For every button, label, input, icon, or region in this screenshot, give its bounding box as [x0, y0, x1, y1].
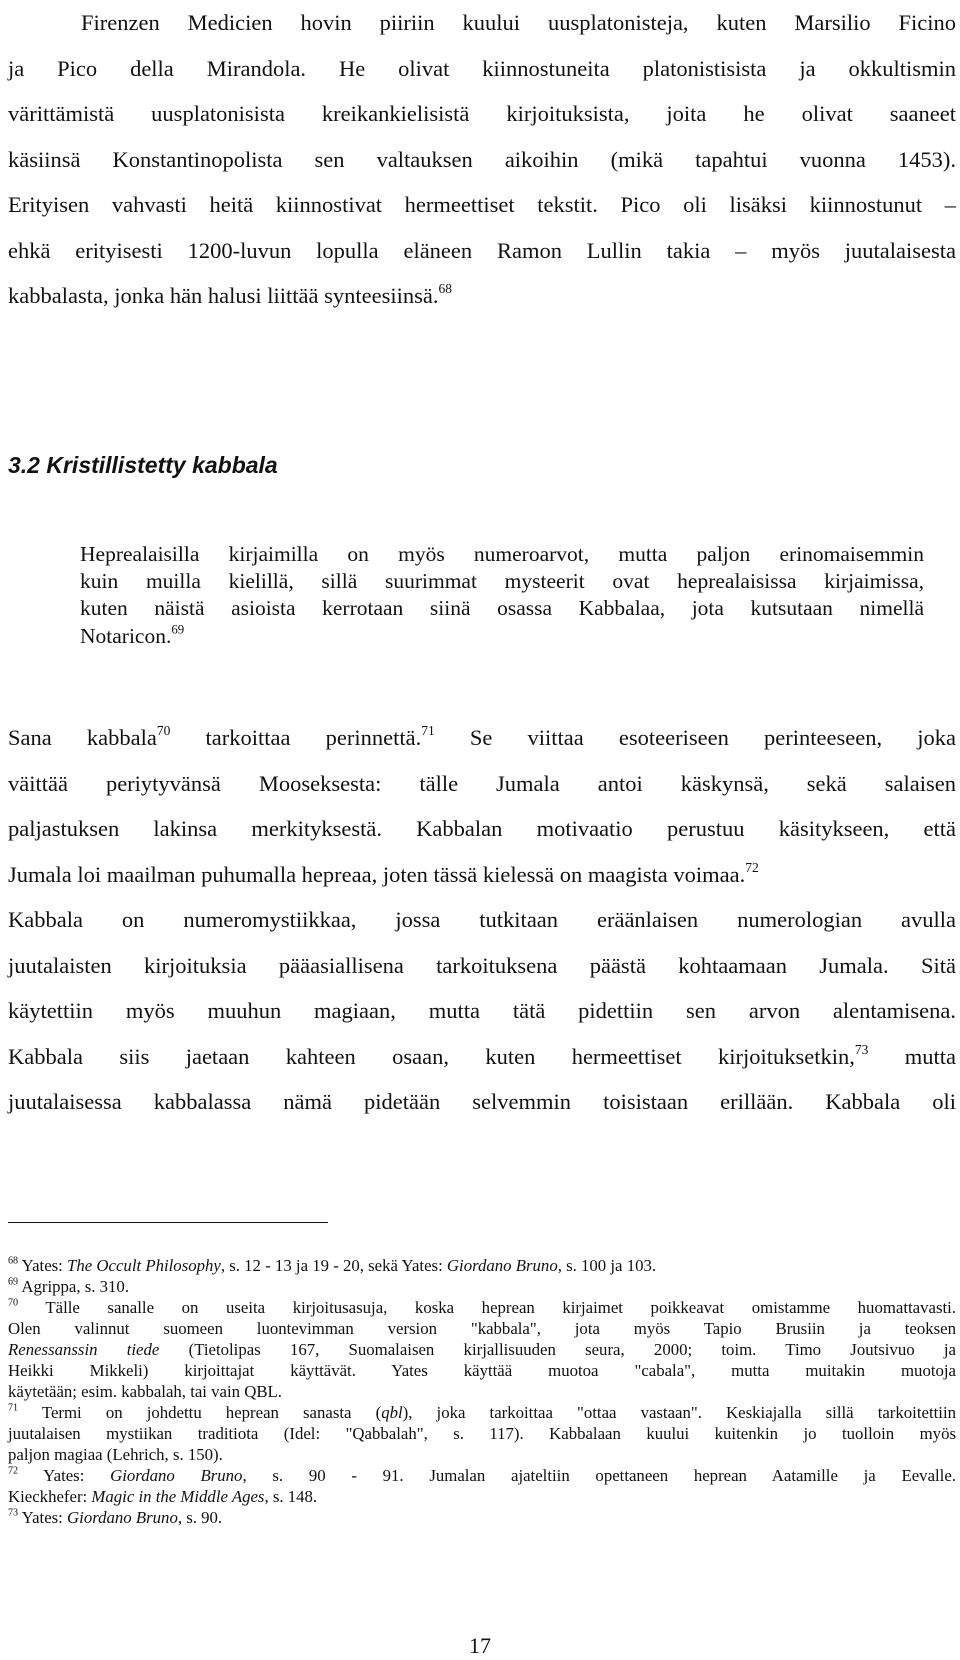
- paragraph-line: juutalaisten kirjoituksia pääasiallisena tarkoituksena päästä kohtaamaan Jumala. Sitä: [8, 952, 956, 978]
- paragraph-line: ja Pico della Mirandola. He olivat kiinnostuneita platonistisista ja okkultismin: [8, 55, 956, 81]
- footnote-number: 73: [8, 1507, 19, 1519]
- footnote-73: [8, 1507, 956, 1528]
- footnote-70: [8, 1297, 956, 1402]
- footnote-text: Yates:: [18, 1256, 68, 1275]
- footnote-text: Tälle sanalle on useita kirjoitusasuja, koska heprean kirjaimet poikkeavat omistamme huomattavasti.: [18, 1298, 956, 1317]
- footnote-line: paljon magiaa (Lehrich, s. 150).: [8, 1445, 223, 1464]
- paragraph-line: Firenzen Medicien hovin piiriin kuului uusplatonisteja, kuten Marsilio Ficino: [81, 10, 956, 35]
- footnote-ref-69[interactable]: 69: [171, 621, 185, 636]
- footnote-text: , s. 12 - 13 ja 19 - 20, sekä Yates:: [220, 1256, 447, 1275]
- paragraph-line: [8, 1034, 956, 1080]
- paragraph-line: käsiinsä Konstantinopolista sen valtauksen aikoihin (mikä tapahtui vuonna 1453).: [8, 146, 956, 172]
- paragraph-line-last: [8, 273, 956, 319]
- page-number: 17: [469, 1633, 491, 1658]
- footnote-71: [8, 1402, 956, 1465]
- footnote-line: [8, 1297, 956, 1318]
- footnote-text: ), joka tarkoittaa "ottaa vastaan". Keskiajalla sillä tarkoitettiin: [402, 1403, 956, 1422]
- footnote-number: 69: [8, 1276, 19, 1288]
- paragraph-line: [8, 852, 956, 898]
- quote-line: kuten näistä asioista kerrotaan siinä osassa Kabbalaa, jota kutsutaan nimellä: [80, 596, 924, 621]
- footnote-line: Olen valinnut suomeen luontevimman version "kabbala", jota myös Tapio Brusiin ja teoksen: [8, 1319, 956, 1338]
- footnote-text: Agrippa, s. 310.: [18, 1277, 130, 1296]
- footnote-number: 70: [8, 1297, 19, 1309]
- footnote-ref-68[interactable]: 68: [438, 280, 453, 296]
- quote-line: kuin muilla kielillä, sillä suurimmat mysteerit ovat heprealaisissa kirjaimissa,: [80, 569, 924, 594]
- section-heading: 3.2 Kristillistetty kabbala: [8, 452, 278, 478]
- paragraph-text: tarkoittaa perinnettä.: [170, 725, 422, 750]
- book-title: Magic in the Middle Ages: [91, 1487, 265, 1506]
- footnote-69: [8, 1276, 956, 1297]
- book-title: Renessanssin tiede: [8, 1340, 160, 1359]
- paragraph-line: paljastuksen lakinsa merkityksestä. Kabbalan motivaatio perustuu käsitykseen, että: [8, 816, 956, 841]
- book-title: Giordano Bruno: [110, 1466, 243, 1485]
- paragraph-line: juutalaisessa kabbalassa nämä pidetään selvemmin toisistaan erillään. Kabbala oli: [8, 1089, 956, 1114]
- body-paragraph-1: [8, 0, 956, 319]
- footnote-line: käytetään; esim. kabbalah, tai vain QBL.: [8, 1382, 283, 1401]
- paragraph-text: Kabbala siis jaetaan kahteen osaan, kuten hermeettiset kirjoituksetkin,: [8, 1043, 855, 1069]
- paragraph-line: väittää periytyvänsä Mooseksesta: tälle Jumala antoi käskynsä, sekä salaisen: [8, 770, 956, 796]
- footnote-text: Kieckhefer:: [8, 1487, 92, 1506]
- footnote-line: [8, 1486, 956, 1507]
- footnotes: [8, 1255, 956, 1528]
- paragraph-text: Sana kabbala: [8, 725, 157, 750]
- paragraph-text: mutta: [868, 1043, 956, 1069]
- footnote-line: [8, 1402, 956, 1423]
- book-title: Giordano Bruno: [67, 1508, 178, 1527]
- paragraph-line: käytettiin myös muuhun magiaan, mutta tätä pidettiin sen arvon alentamisena.: [8, 998, 956, 1023]
- footnote-text: Yates:: [18, 1508, 68, 1527]
- paragraph-line: Erityisen vahvasti heitä kiinnostivat hermeettiset tekstit. Pico oli lisäksi kiinnostunut –: [8, 192, 956, 217]
- footnote-ref-70[interactable]: 70: [156, 722, 171, 738]
- footnote-line: Heikki Mikkeli) kirjoittajat käyttävät. Yates käyttää muotoa "cabala", mutta muitakin muotoja: [8, 1361, 956, 1380]
- footnote-line: juutalaisen mystiikan traditiota (Idel: "Qabbalah", s. 117). Kabbalaan kuului kuitenkin jo tuolloin myös: [8, 1424, 956, 1443]
- footnote-line: [8, 1339, 956, 1360]
- footnote-text: , s. 148.: [264, 1487, 318, 1506]
- footnote-number: 71: [8, 1402, 19, 1414]
- footnote-number: 72: [8, 1465, 19, 1477]
- quote-text: Notaricon.: [80, 623, 172, 648]
- footnote-text: , s. 100 ja 103.: [557, 1256, 657, 1275]
- paragraph-text: kabbalasta, jonka hän halusi liittää synteesiinsä.: [8, 283, 439, 308]
- footnote-text: Termi on johdettu heprean sanasta (: [18, 1403, 382, 1422]
- footnote-number: 68: [8, 1255, 19, 1267]
- footnote-ref-73[interactable]: 73: [854, 1041, 869, 1057]
- book-title: The Occult Philosophy: [67, 1256, 221, 1275]
- footnote-separator: [8, 1222, 328, 1223]
- block-quote: [80, 541, 924, 650]
- book-title: Giordano Bruno: [446, 1256, 558, 1275]
- paragraph-text: Jumala loi maailman puhumalla hepreaa, joten tässä kielessä on maagista voimaa.: [8, 861, 746, 887]
- body-paragraph-2: [8, 715, 956, 1125]
- paragraph-line: Kabbala on numeromystiikkaa, jossa tutkitaan eräänlaisen numerologian avulla: [8, 907, 956, 932]
- footnote-text: Yates:: [18, 1466, 111, 1485]
- footnote-text: , s. 90 - 91. Jumalan ajateltiin opettaneen heprean Aatamille ja Eevalle.: [242, 1466, 956, 1485]
- footnote-text: (Tietolipas 167, Suomalaisen kirjallisuuden seura, 2000; toim. Timo Joutsivuo ja: [159, 1340, 956, 1359]
- paragraph-line: [8, 715, 956, 761]
- footnote-text: , s. 90.: [177, 1508, 223, 1527]
- paragraph-line: värittämistä uusplatonisista kreikankielisistä kirjoituksista, joita he olivat saaneet: [8, 101, 956, 126]
- quote-line: Heprealaisilla kirjaimilla on myös numeroarvot, mutta paljon erinomaisemmin: [80, 542, 924, 566]
- footnote-68: [8, 1255, 956, 1276]
- footnote-72: [8, 1465, 956, 1507]
- paragraph-text: Se viittaa esoteeriseen perinteeseen, joka: [434, 725, 956, 750]
- quote-line-last: [80, 623, 924, 650]
- footnote-ref-71[interactable]: 71: [421, 722, 435, 738]
- footnote-ref-72[interactable]: 72: [745, 859, 759, 875]
- paragraph-line: ehkä erityisesti 1200-luvun lopulla eläneen Ramon Lullin takia – myös juutalaisesta: [8, 237, 956, 263]
- hebrew-word: qbl: [381, 1403, 403, 1422]
- footnote-line: [8, 1465, 956, 1486]
